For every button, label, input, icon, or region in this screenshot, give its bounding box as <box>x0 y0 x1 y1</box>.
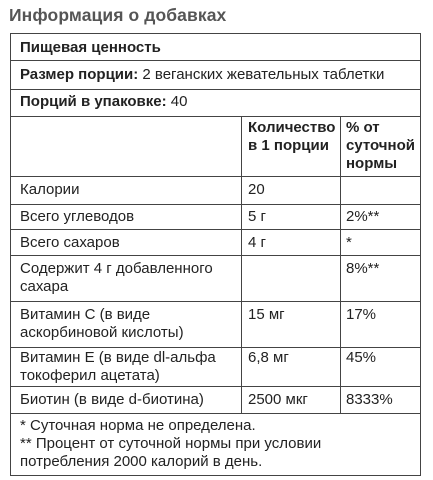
servings-label: Порций в упаковке: <box>20 93 167 110</box>
page-heading: Информация о добавках <box>9 5 227 25</box>
nutrient-name: Калории <box>20 181 80 198</box>
nutrient-amount: 2500 мкг <box>248 391 308 408</box>
nutrient-daily-value: 2%** <box>346 208 380 225</box>
nutrient-daily-value: 45% <box>346 349 377 366</box>
serving-size-label: Размер порции: <box>20 66 139 83</box>
nutrient-name: Всего углеводов <box>20 208 135 225</box>
divider <box>11 386 420 387</box>
nutrient-name: Биотин (в виде d-биотина) <box>20 391 204 408</box>
servings-per-container <box>20 93 187 111</box>
column-divider <box>241 116 242 413</box>
divider <box>11 301 420 302</box>
nutrient-daily-value: 8%** <box>346 260 380 277</box>
divider <box>11 229 420 230</box>
divider <box>11 413 420 414</box>
divider <box>11 255 420 256</box>
nutrient-daily-value: 8333% <box>346 391 393 408</box>
divider <box>11 347 420 348</box>
nutrient-name: токоферил ацетата) <box>20 367 160 384</box>
footnote: * Суточная норма не определена. <box>20 417 256 434</box>
facts-title: Пищевая ценность <box>20 39 161 56</box>
divider <box>11 89 420 90</box>
footnote: ** Процент от суточной нормы при условии <box>20 435 322 452</box>
supplement-facts-table <box>10 33 421 476</box>
column-divider <box>340 116 341 413</box>
nutrient-amount: 4 г <box>248 234 266 251</box>
nutrient-name: сахара <box>20 278 69 295</box>
serving-size <box>20 66 384 84</box>
nutrient-amount: 20 <box>248 181 265 198</box>
nutrient-daily-value: 17% <box>346 306 377 323</box>
daily-value-header-line: нормы <box>346 155 398 172</box>
nutrient-name: Витамин E (в виде dl-альфа <box>20 349 216 366</box>
nutrient-amount: 6,8 мг <box>248 349 289 366</box>
footnote: потребления 2000 калорий в день. <box>20 453 263 470</box>
divider <box>11 60 420 61</box>
nutrient-amount: 15 мг <box>248 306 285 323</box>
divider <box>11 176 420 177</box>
servings-value: 40 <box>170 93 188 110</box>
nutrient-name: Всего сахаров <box>20 234 120 251</box>
nutrient-name: Содержит 4 г добавленного <box>20 260 213 277</box>
amount-header-line: Количество <box>248 119 336 136</box>
amount-header-line: в 1 порции <box>248 137 329 154</box>
nutrient-name: аскорбиновой кислоты) <box>20 324 184 341</box>
divider <box>11 204 420 205</box>
nutrient-amount: 5 г <box>248 208 266 225</box>
divider <box>11 116 420 117</box>
serving-size-value: 2 веганских жевательных таблетки <box>142 66 385 83</box>
nutrient-name: Витамин C (в виде <box>20 306 151 323</box>
daily-value-header-line: суточной <box>346 137 415 154</box>
nutrient-daily-value: * <box>346 234 352 251</box>
daily-value-header-line: % от <box>346 119 380 136</box>
